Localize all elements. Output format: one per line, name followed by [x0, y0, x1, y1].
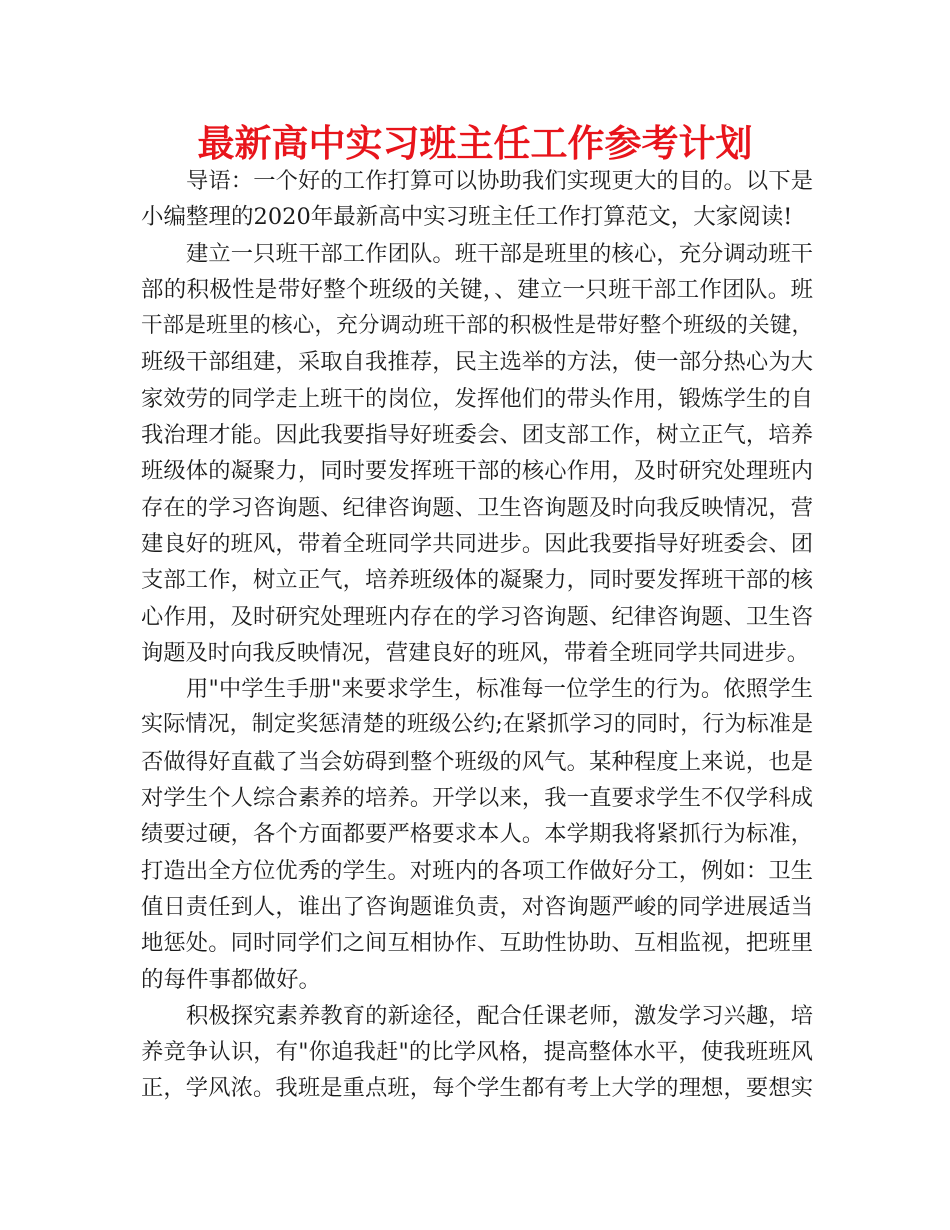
text-line: 养竞争认识，有"你追我赶"的比学风格，提高整体水平，使我班班风 — [141, 1039, 813, 1066]
text-line: 地惩处。同时同学们之间互相协作、互助性协助、互相监视，把班里 — [141, 930, 813, 957]
text-line: 用"中学生手册"来要求学生，标准每一位学生的行为。依照学生 — [186, 676, 813, 703]
text-line: 询题及时向我反映情况，营建良好的班风，带着全班同学共同进步。 — [141, 639, 809, 666]
text-line: 小编整理的2020年最新高中实习班主任工作打算范文，大家阅读! — [141, 204, 793, 231]
text-line: 打造出全方位优秀的学生。对班内的各项工作做好分工，例如：卫生 — [141, 857, 813, 884]
text-line: 值日责任到人，谁出了咨询题谁负责，对咨询题严峻的同学进展适当 — [141, 893, 813, 920]
document-title: 最新高中实习班主任工作参考计划 — [197, 122, 753, 165]
text-line: 家效劳的同学走上班干的岗位，发挥他们的带头作用，锻炼学生的自 — [141, 385, 813, 412]
text-line: 心作用，及时研究处理班内存在的学习咨询题、纪律咨询题、卫生咨 — [141, 603, 813, 630]
text-line: 导语：一个好的工作打算可以协助我们实现更大的目的。以下是 — [186, 168, 813, 194]
text-line: 部的积极性是带好整个班级的关键，、建立一只班干部工作团队。班 — [141, 276, 813, 303]
text-line: 绩要过硬，各个方面都要严格要求本人。本学期我将紧抓行为标准， — [141, 821, 813, 848]
text-line: 班级干部组建，采取自我推荐，民主选举的方法，使一部分热心为大 — [141, 349, 813, 376]
text-line: 我治理才能。因此我要指导好班委会、团支部工作，树立正气，培养 — [141, 422, 813, 449]
text-line: 干部是班里的核心，充分调动班干部的积极性是带好整个班级的关键， — [141, 313, 813, 339]
text-line: 正，学风浓。我班是重点班，每个学生都有考上大学的理想，要想实 — [141, 1075, 813, 1102]
text-line: 支部工作，树立正气，培养班级体的凝聚力，同时要发挥班干部的核 — [141, 567, 813, 594]
text-line: 实际情况，制定奖惩清楚的班级公约;在紧抓学习的同时，行为标准是 — [141, 712, 813, 738]
text-line: 班级体的凝聚力，同时要发挥班干部的核心作用，及时研究处理班内 — [141, 458, 813, 485]
text-line: 建立一只班干部工作团队。班干部是班里的核心，充分调动班干 — [186, 240, 813, 267]
document-body — [141, 163, 813, 1107]
text-line: 的每件事都做好。 — [141, 966, 322, 993]
text-line: 否做得好直截了当会妨碍到整个班级的风气。某种程度上来说，也是 — [141, 748, 813, 775]
text-line: 建良好的班风，带着全班同学共同进步。因此我要指导好班委会、团 — [141, 530, 813, 557]
text-line: 积极探究素养教育的新途径，配合任课老师，激发学习兴趣，培 — [186, 1002, 813, 1029]
text-line: 对学生个人综合素养的培养。开学以来，我一直要求学生不仅学科成 — [141, 785, 813, 812]
text-line: 存在的学习咨询题、纪律咨询题、卫生咨询题及时向我反映情况，营 — [141, 494, 813, 521]
